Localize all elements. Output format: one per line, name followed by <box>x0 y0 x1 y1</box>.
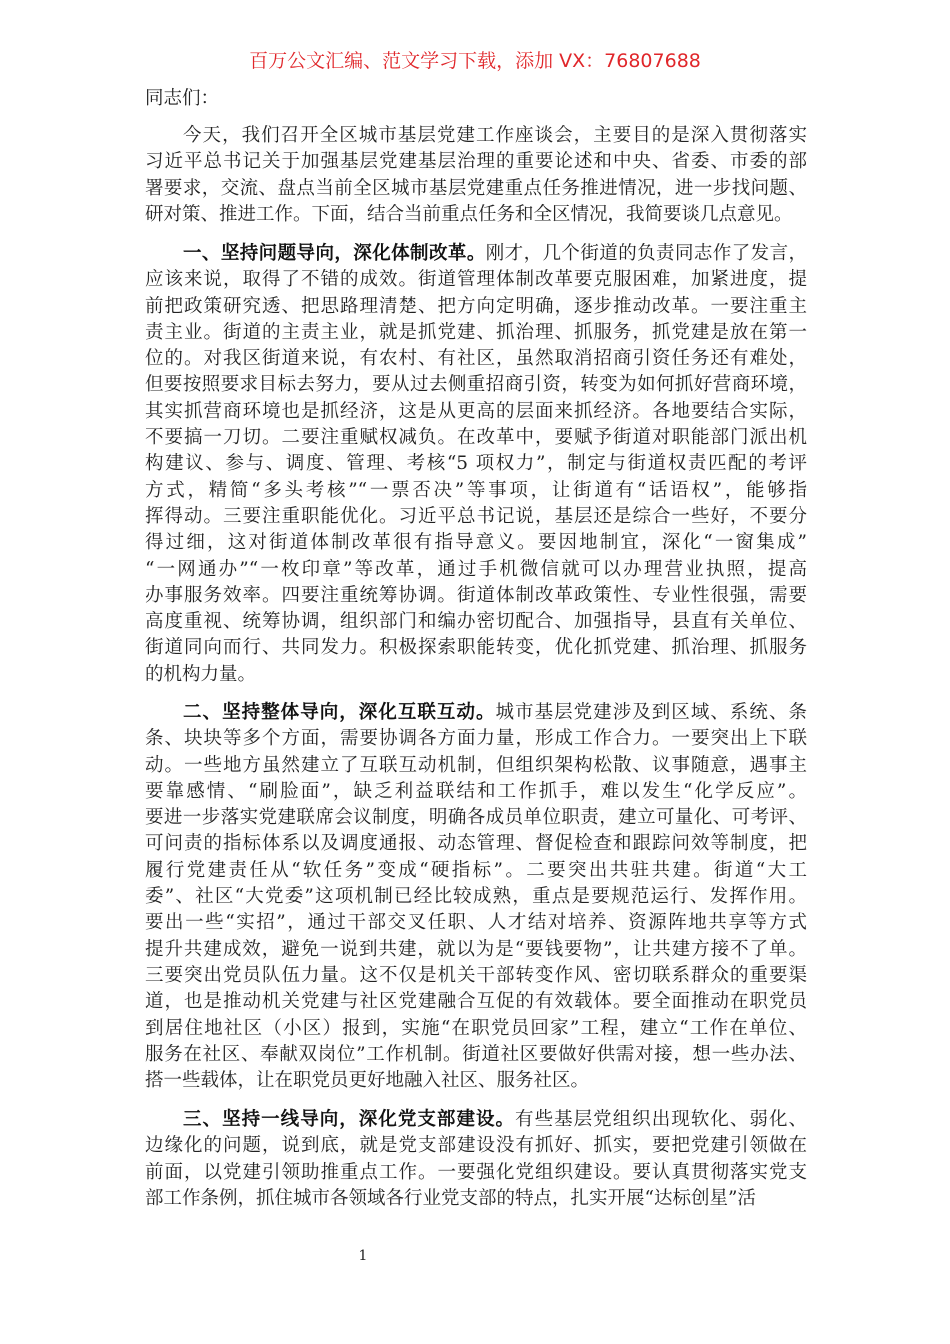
text-line <box>145 1016 807 1042</box>
line-text: 动。一些地方虽然建立了互联互动机制，但组织架构松散、议事随意，遇事主 <box>145 754 807 776</box>
line-text: 三要突出党员队伍力量。这不仅是机关干部转变作风、密切联系群众的重要渠 <box>145 964 807 986</box>
text-line <box>145 346 807 372</box>
line-text: 其实抓营商环境也是抓经济，这是从更高的层面来抓经济。各地要结合实际， <box>145 400 807 422</box>
text-line <box>145 805 807 831</box>
text-line <box>145 1160 807 1186</box>
text-line <box>145 267 807 293</box>
line-text: 提升共建成效，避免一说到共建，就以为是“要钱要物”，让共建方接不了单。 <box>145 938 807 960</box>
line-text: 可问责的指标体系以及调度通报、动态管理、督促检查和跟踪问效等制度，把 <box>145 833 807 855</box>
line-text: 要进一步落实党建联席会议制度，明确各成员单位职责，建立可量化、可考评、 <box>145 807 807 829</box>
text-line <box>145 989 807 1015</box>
text-line <box>145 399 807 425</box>
line-text: 方式，精简“多头考核”“一票否决”等事项，让街道有“话语权”，能够指 <box>145 479 807 501</box>
text-line <box>145 202 807 228</box>
line-text: 履行党建责任从“软任务”变成“硬指标”。二要突出共驻共建。街道“大工 <box>145 859 807 881</box>
section-heading: 三、坚持一线导向，深化党支部建设。 <box>183 1109 516 1130</box>
paragraph-section-3 <box>145 1107 807 1212</box>
line-text: 城市基层党建涉及到区域、系统、条 <box>495 702 807 723</box>
text-line <box>145 557 807 583</box>
line-text: 挥得动。三要注重职能优化。习近平总书记说，基层还是综合一些好，不要分 <box>145 505 807 527</box>
line-text: 到居住地社区（小区）报到，实施“在职党员回家”工程，建立“工作在单位、 <box>145 1017 807 1039</box>
watermark-banner: 百万公文汇编、范文学习下载，添加 VX：76807688 <box>249 50 701 72</box>
salutation <box>145 86 807 112</box>
text-line <box>145 583 807 609</box>
text-line <box>145 858 807 884</box>
text-line <box>145 504 807 530</box>
text-line <box>145 884 807 910</box>
text-line <box>145 831 807 857</box>
line-text: 今天，我们召开全区城市基层党建工作座谈会，主要目的是深入贯彻落实 <box>183 125 807 146</box>
text-line <box>145 1042 807 1068</box>
paragraph-intro <box>145 123 807 228</box>
text-line <box>145 478 807 504</box>
text-line <box>145 372 807 398</box>
text-line <box>145 635 807 661</box>
line-text: 要出一些“实招”，通过干部交叉任职、人才结对培养、资源阵地共享等方式 <box>145 912 807 934</box>
line-text: 前面，以党建引领助推重点工作。一要强化党组织建设。要认真贯彻落实党支 <box>145 1161 807 1183</box>
line-text: 但要按照要求目标去努力，要从过去侧重招商引资，转变为如何抓好营商环境， <box>145 374 807 396</box>
line-text: 的机构力量。 <box>145 663 257 685</box>
line-text: 前把政策研究透、把思路理清楚、把方向定明确，逐步推动改革。一要注重主 <box>145 295 807 317</box>
line-text: 刚才，几个街道的负责同志作了发言， <box>485 243 807 264</box>
line-text: 责主业。街道的主责主业，就是抓党建、抓治理、抓服务，抓党建是放在第一 <box>145 321 807 343</box>
text-line <box>145 451 807 477</box>
line-text: 高度重视、统筹协调，组织部门和编办密切配合、加强指导，县直有关单位、 <box>145 611 807 633</box>
line-text: 研对策、推进工作。下面，结合当前重点任务和全区情况，我简要谈几点意见。 <box>145 203 793 225</box>
text-line <box>145 425 807 451</box>
line-text: 条、块块等多个方面，需要协调各方面力量，形成工作合力。一要突出上下联 <box>145 728 807 750</box>
section-heading: 二、坚持整体导向，深化互联互动。 <box>183 702 496 723</box>
text-line <box>145 530 807 556</box>
line-text: 构建议、参与、调度、管理、考核“5 项权力”，制定与街道权责匹配的考评 <box>145 453 807 475</box>
text-line <box>145 700 807 726</box>
text-line <box>145 753 807 779</box>
text-line <box>145 609 807 635</box>
text-line <box>145 320 807 346</box>
text-line <box>145 149 807 175</box>
line-text: 应该来说，取得了不错的成效。街道管理体制改革要克服困难，加紧进度，提 <box>145 269 807 291</box>
text-line <box>145 779 807 805</box>
line-text: 要靠感情、“刷脸面”，缺乏利益联结和工作抓手，难以发生“化学反应”。 <box>145 780 807 802</box>
text-line <box>145 294 807 320</box>
line-text: 办事服务效率。四要注重统筹协调。街道体制改革政策性、专业性很强，需要 <box>145 584 807 606</box>
line-text: 街道同向而行、共同发力。积极探索职能转变，优化抓党建、抓治理、抓服务 <box>145 637 807 659</box>
line-text: 得过细，这对街道体制改革很有指导意义。要因地制宜，深化“一窗集成” <box>145 532 807 554</box>
section-heading: 一、坚持问题导向，深化体制改革。 <box>183 243 486 264</box>
text-line <box>145 662 807 688</box>
line-text: “一网通办”“一枚印章”等改革，通过手机微信就可以办理营业执照，提高 <box>145 558 807 580</box>
page-number: 1 <box>358 1248 368 1264</box>
text-line <box>145 1133 807 1159</box>
line-text: 有些基层党组织出现软化、弱化、 <box>515 1109 807 1130</box>
text-line <box>145 963 807 989</box>
line-text: 习近平总书记关于加强基层党建基层治理的重要论述和中央、省委、市委的部 <box>145 151 807 173</box>
text-line <box>145 1107 807 1133</box>
line-text: 服务在社区、奉献双岗位”工作机制。街道社区要做好供需对接，想一些办法、 <box>145 1043 807 1065</box>
line-text: 委”、社区“大党委”这项机制已经比较成熟，重点是要规范运行、发挥作用。 <box>145 886 807 908</box>
text-line <box>145 241 807 267</box>
line-text: 部工作条例，抓住城市各领域各行业党支部的特点，扎实开展“达标创星”活 <box>145 1187 756 1209</box>
text-line <box>145 937 807 963</box>
text-line <box>145 1068 807 1094</box>
text-line <box>145 726 807 752</box>
line-text: 边缘化的问题，说到底，就是党支部建设没有抓好、抓实，要把党建引领做在 <box>145 1135 807 1157</box>
paragraph-section-2 <box>145 700 807 1094</box>
line-text: 位的。对我区街道来说，有农村、有社区，虽然取消招商引资任务还有难处， <box>145 348 807 370</box>
line-text: 搭一些载体，让在职党员更好地融入社区、服务社区。 <box>145 1070 590 1092</box>
paragraph-section-1 <box>145 241 807 688</box>
text-line <box>145 176 807 202</box>
text-line <box>145 1186 807 1212</box>
text-line <box>145 910 807 936</box>
line-text: 道，也是推动机关党建与社区党建融合互促的有效载体。要全面推动在职党员 <box>145 991 807 1013</box>
text-line <box>145 123 807 149</box>
salutation-text: 同志们： <box>145 88 220 109</box>
line-text: 不要搞一刀切。二要注重赋权减负。在改革中，要赋予街道对职能部门派出机 <box>145 427 807 449</box>
line-text: 署要求，交流、盘点当前全区城市基层党建重点任务推进情况，进一步找问题、 <box>145 177 807 199</box>
